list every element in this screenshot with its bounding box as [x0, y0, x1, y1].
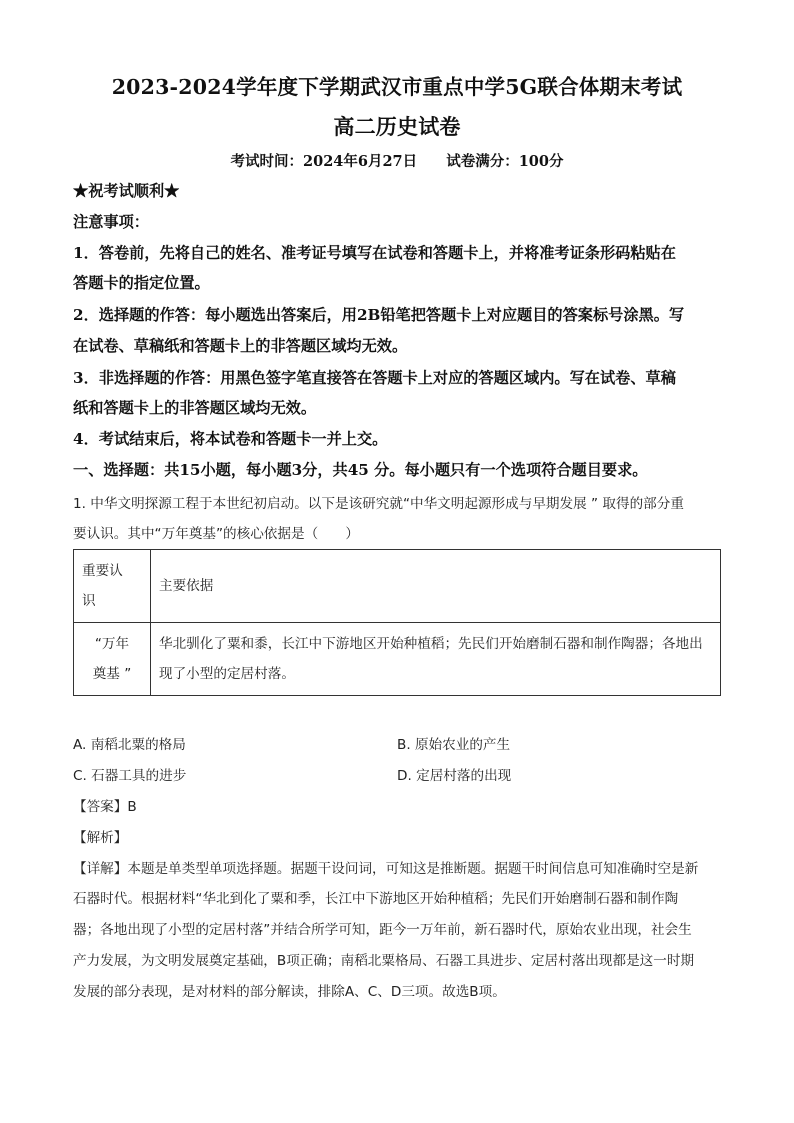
analysis-line: 产力发展，为文明发展奠定基础，B项正确；南稻北粟格局、石器工具进步、定居村落出现都是这一时期: [73, 953, 695, 969]
table-cell-text: “万年: [94, 636, 130, 652]
exam-info: [0, 150, 794, 171]
table-cell: [151, 623, 721, 696]
table-header-text: 识: [82, 593, 96, 609]
table-header-row: [74, 550, 721, 623]
option-b: B. 原始农业的产生: [397, 737, 511, 753]
answer-label: 【答案】B: [73, 799, 137, 815]
note-line: 2．选择题的作答：每小题选出答案后，用2B铅笔把答题卡上对应题目的答案标号涂黑。写: [73, 306, 685, 324]
table-cell-text: 华北驯化了粟和黍，长江中下游地区开始种植稻；先民们开始磨制石器和制作陶器；各地出: [159, 636, 703, 652]
note-line: 3．非选择题的作答：用黑色签字笔直接答在答题卡上对应的答题区域内。写在试卷、草稿: [73, 369, 676, 387]
table-cell: [74, 623, 151, 696]
note-line: 1．答卷前，先将自己的姓名、准考证号填写在试卷和答题卡上，并将准考证条形码粘贴在: [73, 244, 676, 262]
note-line: 在试卷、草稿纸和答题卡上的非答题区域均无效。: [73, 337, 408, 355]
option-a: A. 南稻北粟的格局: [73, 737, 186, 753]
table-header-cell: [74, 550, 151, 623]
analysis-line: 发展的部分表现，是对材料的部分解读，排除A、C、D三项。故选B项。: [73, 984, 506, 1000]
table-cell-text: 奠基 ”: [92, 666, 132, 682]
full-score: 试卷满分：100分: [446, 153, 564, 170]
analysis-line: 石器时代。根据材料“华北到化了粟和季，长江中下游地区开始种植稻；先民们开始磨制石器和制作陶: [73, 891, 679, 907]
option-d: D. 定居村落的出现: [397, 768, 512, 784]
note-line: 纸和答题卡上的非答题区域均无效。: [73, 399, 316, 417]
note-line: 答题卡的指定位置。: [73, 274, 210, 292]
table-header-cell: 主要依据: [151, 550, 721, 623]
analysis-heading: 【解析】: [73, 830, 128, 846]
table-header-text: 重要认: [82, 563, 123, 579]
wish-text: ★祝考试顺利★: [73, 182, 180, 200]
question-stem: 1. 中华文明探源工程于本世纪初启动。以下是该研究就“中华文明起源形成与早期发展 ” 取得的部分重: [73, 496, 684, 512]
option-c: C. 石器工具的进步: [73, 768, 187, 784]
notes-heading: 注意事项：: [73, 213, 149, 231]
evidence-table: [73, 549, 721, 696]
exam-subtitle: 高二历史试卷: [333, 114, 461, 139]
question-stem: 要认识。其中“万年奠基”的核心依据是（ ）: [73, 526, 359, 542]
table-cell-text: 现了小型的定居村落。: [159, 666, 295, 682]
note-line: 4．考试结束后，将本试卷和答题卡一并上交。: [73, 430, 388, 448]
exam-time: 考试时间：2024年6月27日: [230, 153, 418, 170]
exam-title: 2023-2024学年度下学期武汉市重点中学5G联合体期末考试: [111, 75, 683, 99]
analysis-line: 【详解】本题是单类型单项选择题。据题干设问词，可知这是推断题。据题干时间信息可知准确时空是新: [73, 861, 699, 877]
table-row: [74, 623, 721, 696]
section-heading: 一、选择题：共15小题，每小题3分，共45 分。每小题只有一个选项符合题目要求。: [73, 461, 648, 479]
analysis-line: 器；各地出现了小型的定居村落”并结合所学可知，距今一万年前，新石器时代，原始农业出现，社会生: [73, 922, 692, 938]
